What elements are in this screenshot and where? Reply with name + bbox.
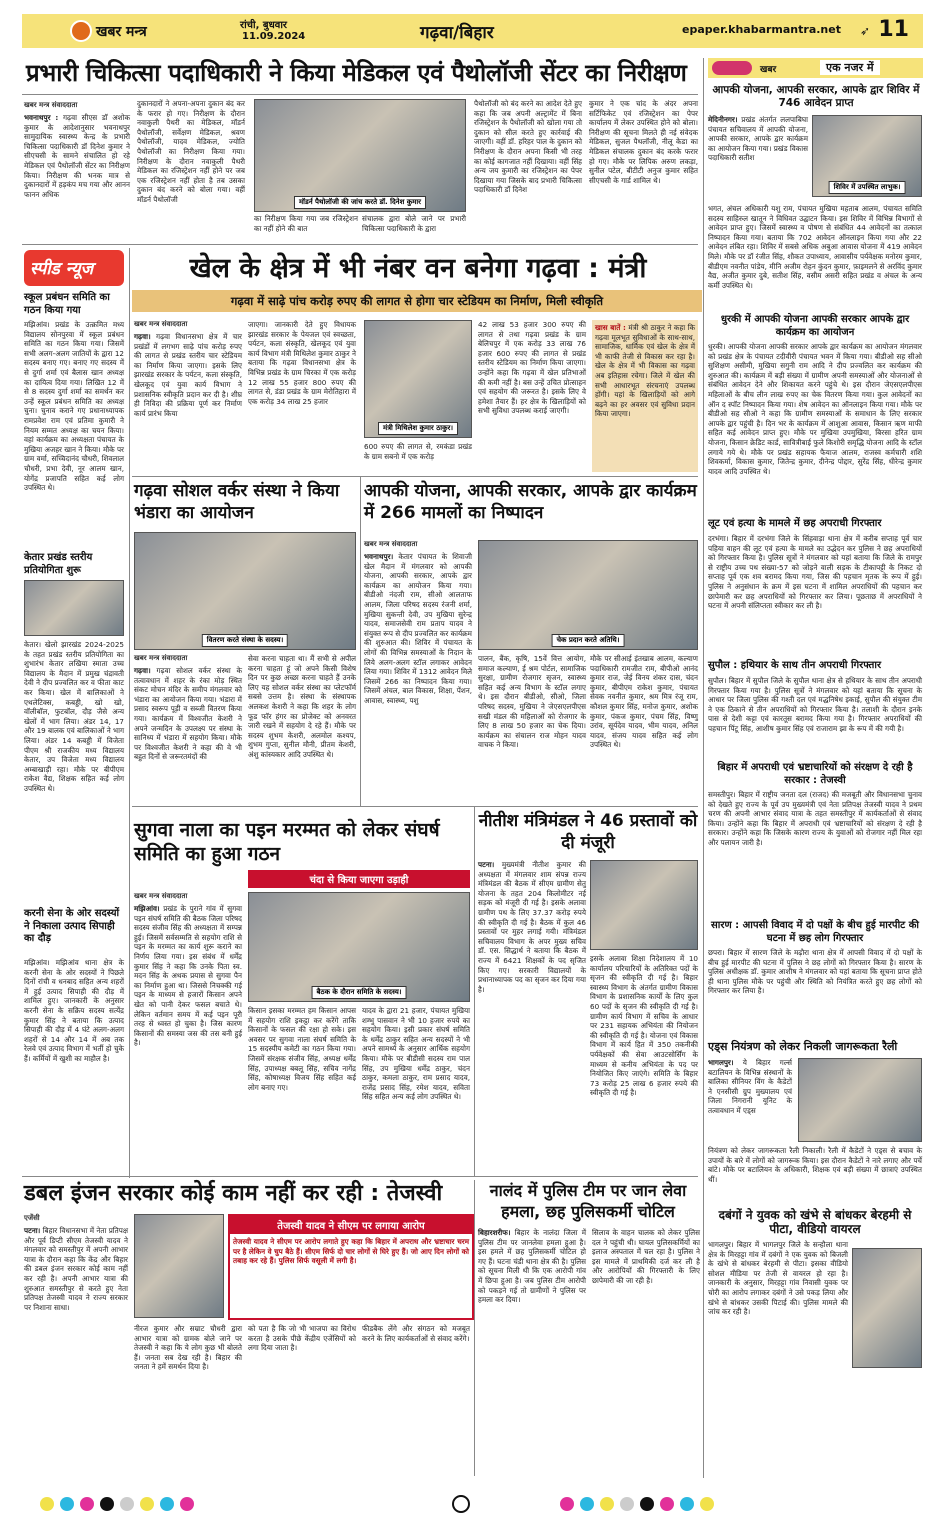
- story2-highlight-label: खास बातें :: [595, 323, 626, 332]
- ek-nazar-text2: भगत, अंचल अधिकारी यशु राम, पंचायत मुखिया महताब आलम, पंचायत समिति सदस्य साहिरुल खातून ने विधिवत उद्घाटन किया। इस शिविर में विभिन्न विभागों से आवेदन प्राप्त हुए। जिसमें स्वास्थ्य व पोषण से संबंधित 44 आवेदनों का तत्काल निष्पादन किया गया। बताया कि 702 आवेदन ऑनलाइन किया गया और 22 आवेदन लंबित रहा। शिविर में सबसे अधिक अबुआ आवास योजना में 419 आवेदन मिले। मौके पर डॉ रंजीत सिंह, शौकत उपाध्याय, आवासीय पर्यवेक्षक मनोरम कुमार, बीडीएम नवनीत पांडेय, मीनि अजीम रोहन कुंदन कुमार, फ़ाइमलने से अरविंद कुमार वैद्य, अजीत कुमार दुबे, सतीश सिंह, वसीम असरी सहित प्रखंड व अंचल के अन्य कर्मी उपस्थित थे।: [708, 204, 922, 290]
- story5-text1: मुख्यमंत्री नीतीश कुमार की अध्यक्षता में मंगलवार शाम संपन्न राज्य मंत्रिमंडल की बैठक में सीएम ग्रामीण सेतु योजना के तहत 204 किलोमीटर नई सड़क को मंजूरी दी गई है। इसके अलावा ग्रामीण पथ के लिए 37.37 करोड़ रुपये की स्वीकृति दी गई है। बैठक में कुल 46 प्रस्तावों पर मुहर लगाई गयी। मंत्रिमंडल सचिवालय विभाग के अपर मुख्य सचिव डॉ. एस. सिद्धार्थ ने बताया कि बैठक में राज्य में 6421 शिक्षकों के पद सृजित किए गए। सरकारी विद्यालयों के प्रधानाध्यापक पद का सृजन कर दिया गया है।: [478, 860, 586, 994]
- story3-byline: खबर मन्त्र संवाददाता: [134, 654, 188, 662]
- ek-nazar-text3: धुरकी। आपकी योजना आपकी सरकार आपके द्वार कार्यक्रम का आयोजन मंगलवार को प्रखंड क्षेत्र के पंचायत टदीवीरी पंचायत भवन में किया गया। बीडीओ सह सीओ सुशिक्षण असीमी, मुखिया सगुनी राम आदि ने दीप प्रज्वलित कर कार्यक्रम की शुरुआत की। कार्यक्रम में बड़ी संख्या में ग्रामीण अपनी समस्याओं और योजनाओं से संबंधित आवेदन देने और शिकायत करने पहुंचे थे। इस दौरान जेएसएलपीएस महिलाओं के बीच लीन लाख रुपए का चेक वितरण किया गया। कुल आवेदनों का ऑन द स्पॉट निष्पादन किया गया। शेष आवेदन का ऑनलाइन किया गया। मौके पर बीडीओ सह सीओ ने कहा कि ग्रामीण समस्याओं के समाधान के लिए सरकार आपके द्वार पहुंची है। दिन भर के कार्यक्रम में आशुआ आवास, किसान ऋण माफी सहित कई आवेदन प्राप्त हुए। मौके पर मुखिया उपमुखिया, बिरसा हरित ग्राम योजना, किसान क्रेडिट कार्ड, सावित्रीबाई फुले किशोरी समृद्धि योजना आदि के स्टॉल लगाये गये थे। मौके पर प्रखंड सहायक फैयाज आलम, राजस्व कर्मचारी शशि शिवकर्मा, विकास कुमार, जितेन्द्र कुमार, दीनेन्द्र पोद्दार, सुरेंद्र सिंह, धीरेन्द्र कुमार यादव आदि उपस्थित थे।: [708, 342, 923, 476]
- page-number: 11: [878, 17, 909, 42]
- story6-photo-caption: बैठक के दौरान समिति के सदस्य।: [312, 986, 407, 999]
- ek-nazar-text5: सुपौल। बिहार में सुपौल जिले के सुपौल थाना क्षेत्र से हथियार के साथ तीन अपराधी गिरफ्तार किया गया है। पुलिस सूत्रों ने मंगलवार को यहां बताया कि सूचना के आधार पर जिला पुलिस की गश्ती दल एवं मद्धनिषेध इकाई, सुपौल की संयुक्त टीम ने एक ठिकाने से तीन अपराधियों को गिरफ्तार किया है। तलाशी के दौरान इनके पास से देशी कट्टा एवं कारतूस बरामद किया गया है। गिरफ्तार अपराधियों की पहचान पिंटू सिंह, आशीष कुमार सिंह एवं राजाराम झा के रूप में की गयी है।: [708, 676, 922, 733]
- story2-col4: 42 लाख 53 हजार 300 रुपए की लागत से तथा गढ़वा प्रखंड के ग्राम बेलिचपुर में एक करोड़ 33 लाख 76 हजार 600 रुपए की लागत से प्रखंड स्तरीय स्टेडियम का निर्माण किया जाएगा। उन्होंने कहा कि गढ़वा में खेल प्रतिभाओं की कमी नहीं है। बस उन्हें उचित प्रोत्साहन एवं सहयोग की जरूरत है। इसके लिए वे हमेशा तैयार हैं। हर क्षेत्र के खिलाड़ियों को सभी सुविधा उपलब्ध कराई जाएगी।: [478, 320, 586, 416]
- story2-photo-caption: मंत्री मिथिलेश कुमार ठाकुर।: [378, 422, 458, 435]
- story1-col3: का निरीक्षण किया गया जब रजिस्ट्रेशन का नहीं होने की बात: [254, 214, 358, 233]
- story2-subhead: गढ़वा में साढ़े पांच करोड़ रुपए की लागत से होगा चार स्टेडियम का निर्माण, मिली स्वीकृति: [230, 294, 604, 308]
- story2-dateline: गढ़वा।: [134, 332, 151, 341]
- ek-nazar-text7: छपरा। बिहार में सारण जिले के मढ़ौरा थाना क्षेत्र में आपसी विवाद में दो पक्षों के बीच हुई मारपीट की घटना में पुलिस ने छह लोगों को गिरफ्तार किया है। सारण के पुलिस अधीक्षक डॉ. कुमार आशीष ने मंगलवार को यहां बताया कि सूचना प्राप्त होते ही थाना पुलिस मौके पर पहुंची और स्थिति को नियंत्रित करते हुए छह लोगों को गिरफ्तार कर लिया है।: [708, 948, 922, 996]
- ek-nazar-headline2: धुरकी में आपकी योजना आपकी सरकार आपके द्वार कार्यक्रम का आयोजन: [720, 314, 910, 338]
- story7-dateline: पटना।: [24, 1226, 41, 1235]
- story5-dateline: पटना।: [478, 860, 495, 869]
- site-url[interactable]: epaper.khabarmantra.net: [682, 23, 841, 36]
- story6-col3: यादव के द्वारा 21 हजार, पंचायत मुखिया शम्भु पासवान ने भी 10 हजार रुपये का सहयोग किया। इसी प्रकार संघर्ष समिति के धर्मेंद्र ठाकुर सहित अन्य सदस्यों ने भी अपने सामर्थ्य के अनुसार आर्थिक सहयोग किया। मौके पर बीडीसी सदस्य राम पाल सिंह, उप मुखिया धर्मेंद्र ठाकुर, चंदन ठाकुर, कमला ठाकुर, राम प्रसाद यादव, राजेंद्र प्रसाद सिंह, रमेश यादव, सविता सिंह सहित अन्य कई लोग उपस्थित थे।: [362, 1006, 470, 1102]
- ek-nazar-headline4: सुपौल : हथियार के साथ तीन अपराधी गिरफ्तार: [708, 660, 882, 671]
- ek-nazar-text9: भागलपुर। बिहार में भागलपुर जिले के सन्हौला थाना क्षेत्र के मिरहट्टा गांव में दबंगों ने एक युवक को बिजली के खंभे से बांधकर बेरहमी से पीटा। इसका वीडियो सोशल मीडिया पर तेजी से वायरल हो रहा है। जानकारी के अनुसार, मिरहट्टा गांव निवासी युवक पर चोरी का आरोप लगाकर दबंगों ने उसे पकड़ लिया और खंभे से बांधकर उसकी पिटाई की। पुलिस मामले की जांच कर रही है।: [708, 1240, 848, 1317]
- story2-col1: [134, 320, 242, 472]
- story2-subhead-band: [132, 290, 702, 312]
- story2-text1: गढ़वा विधानसभा क्षेत्र में चार प्रखंडों में लगभग साढ़े पांच करोड़ रुपए की लागत से प्रखंड स्तरीय चार स्टेडियम का निर्माण किया जाएगा। इसके लिए झारखंड सरकार के पर्यटन, कला संस्कृति, खेलकूद एवं युवा कार्य विभाग ने प्रशासनिक स्वीकृति प्रदान कर दी है। शीघ्र ही निविदा की प्रक्रिया पूर्ण कर निर्माण कार्य प्रारंभ किया: [134, 332, 242, 418]
- brand-logo-icon: [70, 20, 92, 42]
- story1-photo: [254, 99, 466, 212]
- story5-col2: इसके अलावा शिक्षा निदेशालय में 10 कार्यालय परिचारियों के अतिरिक्त पदों के सृजन की स्वीकृति दी गई है। बिहार स्वास्थ्य विभाग के अंतर्गत ग्रामीण विकास विभाग के प्रशासनिक कार्यों के लिए कुल 60 पदों के सृजन की स्वीकृति दी गई है। ग्रामीण कार्य विभाग में सचिव के आधार पर 231 सहायक अभियंता की नियोजन की स्वीकृति दी गई है। योजना एवं विकास विभाग में कार्य हित में 350 तकनीकी पर्यवेक्षकों की सेवा आउटसोर्सिंग के माध्यम से कनीय अभियंता के पद पर नियोजित किए जाएंगे। समिति के बिहार 73 करोड़ 25 लाख 6 हजार रुपये की स्वीकृति दी गई है।: [590, 954, 698, 1098]
- ek-nazar-text8a: [708, 1058, 792, 1144]
- story7-col2: नीरज कुमार और सम्राट चौधरी द्वारा आभार यात्रा को ग्रामक बोले जाने पर तेजस्वी ने कहा कि ये लोग कुछ भी बोलते हैं। जनता सब देख रही है। बिहार की जनता ने हमें समर्थन दिया है।: [134, 1324, 242, 1372]
- story6-photo: [248, 892, 470, 1002]
- story7-box-label: तेजस्वी यादव ने सीएम पर लगाया आरोप: [230, 1216, 472, 1234]
- story1-col5: पैथोलॉजी को बंद करने का आदेश देते हुए कहा कि जब अपनी अल्ट्रामेंट में बिना रजिस्ट्रेशन के पैथोलॉजी को खोला गया तो दुकान को सील करते हुए कार्रवाई की जाएगी। वहीं डॉ. हरिहर पाल के दुकान को निरीक्षण के दौरान अपना किसी भी तरह का कोई कागजात नहीं दिखाया। वहीं सिंह अन्य जय कुमारी का रजिस्ट्रेशन का पेपर दिखाया गया जिसके बाद प्रभारी चिकित्सा पदाधिकारी डॉ दिनेश: [474, 99, 582, 195]
- story2-col2: जाएगा। जानकारी देते हुए विधायक झारखंड सरकार के पेयजल एवं स्वच्छता, पर्यटन, कला संस्कृति, खेलकूद एवं युवा कार्य विभाग मंत्री मिथिलेश कुमार ठाकुर ने बताया कि गढ़वा विधानसभा क्षेत्र के विभिन्न प्रखंड के ग्राम चिरका में एक करोड़ 12 लाख 55 हजार 800 रुपए की लागत से, डंडा प्रखंड के ग्राम मेरोतिहारा में एक करोड़ 34 लाख 25 हजार: [248, 320, 356, 406]
- speed-news-label: स्पीड न्यूज: [30, 259, 94, 279]
- story6-byline: खबर मन्त्र संवाददाता: [134, 892, 188, 900]
- ek-nazar-photo: [812, 115, 922, 197]
- story2-highlight-text: मंत्री श्री ठाकुर ने कहा कि गढ़वा मूलभूत सुविधाओं के साथ-साथ, सामाजिक, धार्मिक एवं खेल के क्षेत्र में भी काफी तेजी से विकास कर रहा है। खेल के क्षेत्र में भी विकास का गढ़वा अब इतिहास रचेगा। जिले में खेल की सभी आधारभूत संरचनाएं उपलब्ध होंगी। यहां के खिलाड़ियों को आगे बढ़ने का हर अवसर एवं सुविधा प्रदान किया जाएगा।: [595, 323, 695, 419]
- ek-nazar-text6: समस्तीपुर। बिहार में राष्ट्रीय जनता दल (राजद) की मजबूती और विधानसभा चुनाव को देखते हुए राज्य के पूर्व उप मुख्यमंत्री एवं नेता प्रतिपक्ष तेजस्वी यादव ने प्रथम चरण की अपनी आभार संवाद यात्रा के तहत समस्तीपुर में कार्यकर्ताओं से संवाद किया। उन्होंने कहा कि बिहार में अपराधी एवं भ्रष्टाचारियों को संरक्षण दे रही है सरकार। उन्होंने कहा कि जिसके कारण राज्य के युवाओं को रोजगार नहीं मिल रहा और पलायन जारी है।: [708, 790, 922, 847]
- ek-nazar-tag-right: एक नजर में: [820, 60, 880, 75]
- ek-nazar-headline6: सारण : आपसी विवाद में दो पक्षों के बीच हुई मारपीट की घटना में छह लोग गिरफ्तार: [711, 920, 919, 944]
- story1-col1: [24, 101, 130, 221]
- ek-nazar-text1-body: प्रखंड अंतर्गत ललपाबिघा पंचायत सचिवालय में आपकी योजना, आपकी सरकार, आपके द्वार कार्यक्रम का आयोजन किया गया। प्रखंड विकास पदाधिकारी सतीश: [708, 115, 808, 163]
- ek-nazar-headline8: दबंगों ने युवक को खंभे से बांधकर बेरहमी से पीटा, वीडियो वायरल: [718, 1208, 912, 1236]
- speed-news-h3: करनी सेना के ओर सदस्यों ने निकाला उत्पाद सिपाही का दौड़: [24, 908, 120, 944]
- speed-news-photo: [24, 580, 124, 636]
- story4-col1: [364, 540, 472, 780]
- story5-photo: [590, 860, 698, 950]
- story3-text1: गढ़वा सोशल वर्कर संस्था के तत्वावधान में शहर के रंका मोड़ स्थित संकट मोचन मंदिर के समीप मंगलवार को भंडारा का आयोजन किया गया। भंडारा में प्रसाद स्वरूप पूड़ी व सब्जी वितरण किया गया। कार्यक्रम में विश्वजीत केशरी ने अपने जन्मदिन के उपलक्ष्य पर संस्था के सानिध्य में भंडारा में सहयोग किया। मौके पर विश्वजीत केशरी ने कहा की वे भी बहुत दिनों से जरूरतमंदों की: [134, 666, 242, 762]
- story6-headline: सुगवा नाला का पइन मरम्मत को लेकर संघर्ष समिति का हुआ गठन: [134, 819, 440, 865]
- story5-col1: [478, 860, 586, 992]
- story4-col3: मौके पर सीआई इंतखाब आलम, कल्याण पदाधिकारी रामजीत राम, बीपीओ आनंद कुमार राज, जेई विनय शंकर दास, चंदन कुमार, बीपीएम राकेश कुमार, पंचायत सेवक नवनीत कुमार, श्रम मित्र रंजू राम, कौशल कुमार सिंह, मनोज कुमार, अशोक कुमार, पंकज कुमार, पंचम सिंह, विष्णु उरांव, सूर्यदेव यादव, भीम यादव, अनिल यादव, संजय यादव सहित कई लोग उपस्थित थे।: [590, 654, 698, 750]
- story8-col2: सिलाव के वाहन चालक को लेकर पुलिस दल ने पहुंची थी। घायल पुलिसकर्मियों का इलाज अस्पताल में चल रहा है। पुलिस ने इस मामले में प्राथमिकी दर्ज कर ली है और आरोपियों की गिरफ्तारी के लिए छापेमारी की जा रही है।: [592, 1228, 700, 1285]
- section-title: गढ़वा/बिहार: [420, 23, 494, 43]
- story8-dateline: बिहारशरीफ।: [478, 1228, 511, 1237]
- story6-col1: [134, 892, 242, 1082]
- story3-dateline: गढ़वा।: [134, 666, 151, 675]
- ek-nazar-headline5: बिहार में अपराधी एवं भ्रष्टाचारियों को संरक्षण दे रही है सरकार : तेजस्वी: [717, 762, 913, 786]
- ek-nazar-photo2: [798, 1058, 922, 1142]
- speed-news-h2: केतार प्रखंड स्तरीय प्रतियोगिता शुरू: [24, 552, 93, 576]
- ek-nazar-text4: दरभंगा। बिहार में दरभंगा जिले के सिंहवाड़ा थाना क्षेत्र में करीब सप्ताह पूर्व चार पहिया वाहन की लूट एवं हत्या के मामले का उद्भेदन कर पुलिस ने छह अपराधियों को गिरफ्तार किया है। पुलिस सूत्रों ने मंगलवार को यहां बताया कि जिले के रामपुर से राष्ट्रीय उच्च पथ संख्या-57 को जोड़ने वाली सड़क के टीकापट्टी के निकट दो सप्ताह पूर्व एक शव बरामद किया गया, जिस की पहचान मृतक के रूप में हुई। पुलिस ने अनुसंधान के क्रम में इस घटना में शामिल अपराधियों की पहचान कर छापेमारी कर छह अपराधियों को गिरफ्तार कर लिया। पूछताछ में अपराधियों ने घटना में अपनी संलिप्तता स्वीकार कर ली है।: [708, 534, 922, 611]
- story7-text1: बिहार विधानसभा में नेता प्रतिपक्ष और पूर्व डिप्टी सीएम तेजस्वी यादव ने मंगलवार को समस्तीपुर में अपनी आभार यात्रा के दौरान कहा कि केंद्र और बिहार की डबल इंजन सरकार कोई काम नहीं कर रही है। अपनी आभार यात्रा की शुरुआत समस्तीपुर से करते हुए नेता प्रतिपक्ष तेजस्वी यादव ने राज्य सरकार पर निशाना साधा।: [24, 1226, 128, 1312]
- story7-byline: एजेंसी: [24, 1214, 40, 1222]
- ek-nazar-logo-icon: [712, 61, 752, 75]
- story7-col1: [24, 1214, 128, 1474]
- ek-nazar-header: [708, 58, 923, 78]
- story1-col4: संचालक द्वारा बोले जाने पर प्रभारी चिकित्सा पदाधिकारी के द्वारा: [362, 214, 466, 233]
- story7-col3: को पता है कि जो भी भाजपा का विरोध करता है उसके पीछे केंद्रीय एजेंसियों को लगा दिया जाता है।: [248, 1324, 356, 1353]
- dateline: भवनाथपुर :: [24, 113, 59, 122]
- story6-text1: प्रखंड के पुराने गांव में सुगवा पइन संघर्ष समिति की बैठक जिला परिषद सदस्य संजीव सिंह की अध्यक्षता में सम्पन्न हुई। जिसमें सर्वसम्मति से सहयोग राशि से पइन के मरम्मत का कार्य शुरू कराने का निर्णय लिया गया। इस संबंध में धर्मेंद्र कुमार सिंह ने कहा कि उनके पिता स्व. मदन सिंह के अथक प्रयास से सुगवा पैन का निर्माण हुआ था। जिससे निचक्की गई पइन के माध्यम से हजारों किसान अपने खेत को पानी देकर फसल बचाते थे। लेकिन वर्तमान समय में कई पइन पूरी तरह से ध्वस्त हो चुका है। जिस कारण किसानों की समस्या जस की तस बनी हुई है।: [134, 904, 242, 1048]
- speed-news-t2: केतार। खेलो झारखंड 2024-2025 के तहत प्रखंड स्तरीय प्रतियोगिता का शुभारंभ केतार लखिया स्माता उच्च विद्यालय के मैदान में प्रमुख चंद्रावती देवी ने दीप प्रज्वलित कर व फीता काट कर किया। खेल में बालिकाओं ने एथलेटिक्स, कबड्डी, खो खो, वॉलीबॉल, फुटबॉल, दौड़ जैसे अन्य खेलों में भाग लिया। अंडर 14, 17 और 19 बालक एवं बालिकाओं ने भाग लिया। अंडर 14 कबड्डी में विजेता पीएम श्री राजकीय मध्य विद्यालय केतार, उप विजेता मध्य विद्यालय अम्बाखाड़ी रहा। मौके पर बीपीएम राकेश वैद्य, शिक्षक सहित कई लोग उपस्थित थे।: [24, 640, 124, 793]
- masthead-city-day: रांची, बुधवार: [240, 20, 288, 31]
- ek-nazar-lead8: भागलपुर।: [708, 1058, 734, 1067]
- story2-byline: खबर मन्त्र संवाददाता: [134, 320, 188, 328]
- ek-nazar-headline: आपकी योजना, आपकी सरकार, आपके द्वार शिविर में 746 आवेदन प्राप्त: [712, 84, 920, 109]
- story4-photo-caption: चेक प्रदान करते अतिथि।: [552, 634, 625, 647]
- story3-col2: सेवा करना चाहता था। मैं सभी से अपील करना चाहता हूं जो अपने किसी विशेष दिन पर कुछ अच्छा करना चाहते हैं उनके लिए यह सोशल वर्कर संस्था का प्लेटफॉर्म सबसे उत्तम है। संस्था के संस्थापक अलकश केशरी ने कहा कि शहर के लोग फूड फॉर हंगर का प्रोजेक्ट को अनवरत जारी रखने में सहयोग दे रहे हैं। मौके पर सदस्य शुभम केशरी, अलमोल कश्यप, शुभम गुप्ता, सुनील मौनी, प्रीतम केशरी, अंशु कांस्यकार आदि उपस्थित थे।: [248, 654, 356, 759]
- story4-byline: खबर मन्त्र संवाददाता: [364, 540, 418, 548]
- byline: खबर मन्त्र संवाददाता: [24, 101, 78, 109]
- story6-col2: किसान इसका मरम्मत हम किसान आपस में सहयोग राशि इकट्ठा कर करेंगे ताकि किसानों के फसल की रक्षा हो सके। इस अवसर पर सुगवा नाला संघर्ष समिति के 15 सदस्यीय कमेटी का गठन किया गया। जिसमें संरक्षक संजीव सिंह, अध्यक्ष धर्मेंद्र सिंह, उपाध्यक्ष बबलू सिंह, सचिव नागेंद्र सिंह, कोषाध्यक्ष विजय सिंह सहित कई लोग बनाए गए।: [248, 1006, 356, 1092]
- brand-name: खबर मन्त्र: [96, 24, 147, 40]
- story5-headline: नीतीश मंत्रिमंडल ने 46 प्रस्तावों को दी मंजूरी: [478, 811, 698, 853]
- story1-col2: दुकानदारों ने अपना-अपना दुकान बंद कर के फरार हो गए। निरीक्षण के दौरान नवाकुली पैथरी का मेडिकल, मॉडर्न पैथोलॉजी, सर्वेक्षण मेडिकल, श्रवण पैथोलॉजी, यादव मेडिकल, ज्योति पैथोलॉजी का निरीक्षण किया गया। निरीक्षण के दौरान नवाकुली पैथरी मेडिकल का रजिस्ट्रेशन नहीं होने पर जब एक रजिस्ट्रेशन नहीं होता है तब उसका दुकान बंद करने को बोला गया। वहीं मॉडर्न पैथोलॉजी: [137, 99, 245, 204]
- cursor-icon: ➶: [860, 24, 871, 38]
- speed-news-logo: [24, 250, 124, 286]
- ek-nazar-text8b: नियंत्रण को लेकर जागरूकता रैली निकाली। रैली में कैडेटों ने एड्स से बचाव के उपायों के बारे में लोगों को जागरूक किया। इस दौरान कैडेटों ने नारे लगाए और पर्चे बांटे। मौके पर बटालियन के अधिकारी, शिक्षक एवं बड़ी संख्या में छात्राएं उपस्थित थीं।: [708, 1146, 922, 1184]
- masthead: [22, 14, 923, 48]
- story7-box-text: तेजस्वी यादव ने सीएम पर आरोप लगाते हुए कहा कि बिहार में अपराध और भ्रष्टाचार चरम पर है लेकिन वे चुप बैठे हैं। सीएम सिर्फ दो चार लोगों से घिरे हुए हैं। जो आए दिन लोगों को तबाह कर रहे हैं। पुलिस सिर्फ वसूली में लगी है।: [233, 1237, 469, 1266]
- story2-col3: 600 रुपए की लागत से, रमकंडा प्रखंड के ग्राम सबनो में एक करोड़: [364, 442, 472, 461]
- story3-col1: [134, 654, 242, 810]
- story6-box-label: [248, 870, 470, 888]
- ek-nazar-text1: [708, 115, 808, 203]
- speed-news-t1: मझिआंव। प्रखंड के उत्क्रमित मध्य विद्यालय सोनपुरवा में स्कूल प्रबंधन समिति का गठन किया गया। जिसमें सभी अलग-अलग जातियों के द्वारा 12 सदस्य बनाए गए। बनाए गए सदस्य में से दुर्गा शर्मा एवं बैलास खान अध्यक्ष का दायित्व दिया गया। लिखित 12 में से 8 सदस्य दुर्गा शर्मा का समर्थन कर उन्हें स्कूल प्रबंधन समिति का अध्यक्ष चुना। चुनाव कराने गए प्रधानाध्यापक रामप्रवेश राम एवं प्रतिमा कुमारी ने नियम सम्मत अध्यक्ष का चयन किया। वहां कार्यक्रम का अध्यक्षता पंचायत के मुखिया अजहर खान ने किया। मौके पर ग्राम वर्मा, सच्चिदानंद चौधरी, शिवलाल चौधरी, प्रभा देवी, नूर आलम खान, योगेंद्र प्रजापति सहित कई लोग उपस्थित थे।: [24, 320, 124, 493]
- story7-headline: डबल इंजन सरकार कोई काम नहीं कर रही : तेजस्वी: [24, 1181, 443, 1206]
- story8-headline: नालंद में पुलिस टीम पर जान लेवा हमला, छह पुलिसकर्मी चोटिल: [489, 1181, 687, 1221]
- story2-headline: खेल के क्षेत्र में भी नंबर वन बनेगा गढ़वा : मंत्री: [189, 253, 647, 284]
- story3-photo: [134, 532, 356, 650]
- ek-nazar-tag-left: खबर: [760, 65, 777, 75]
- story8-text1: बिहार के नालंदा जिला में पुलिस टीम पर जानलेवा हमला हुआ है। इस हमले में छह पुलिसकर्मी चोटिल हो गए हैं। घटना चंडी थाना क्षेत्र की है। पुलिस को सूचना मिली थी कि एक आरोपी गांव में छिपा हुआ है। जब पुलिस टीम आरोपी को पकड़ने गई तो ग्रामीणों ने पुलिस पर हमला कर दिया।: [478, 1228, 587, 1305]
- story6-dateline: मझिआंव।: [134, 904, 160, 913]
- story1-text1: गढ़वा सीएस डॉ अशोक कुमार के आदेशानुसार भवनाथपुर सामुदायिक स्वास्थ्य केन्द्र के प्रभारी चिकित्सा पदाधिकारी डॉ दिनेश कुमार ने सीएचसी के सामने संचालित हो रहे मेडिकल एवं पैथोलॉजी सेंटर का निरीक्षण किया। निरीक्षण की भनक मात्र से दुकानदारों में हड़कंप मच गया और आनन फानन अधिक: [24, 113, 130, 199]
- story3-headline: गढ़वा सोशल वर्कर संस्था ने किया भंडारा का आयोजन: [134, 481, 340, 523]
- crosshair-icon: [452, 1495, 470, 1513]
- ek-nazar-photo-caption: शिविर में उपस्थित लाभुक।: [829, 181, 906, 194]
- masthead-date: 11.09.2024: [242, 31, 306, 42]
- ek-nazar-photo3: [852, 1248, 922, 1368]
- story2-highlight-box: [592, 320, 698, 472]
- story4-dateline: भवनाथपुर।: [364, 552, 394, 561]
- story7-col4: फीडबैक लेंगे और संगठन को मजबूत करने के लिए कार्यकर्ताओं से संवाद करेंगे।: [362, 1324, 470, 1343]
- story7-box: [228, 1214, 474, 1320]
- story4-headline: आपकी योजना, आपकी सरकार, आपके द्वार कार्यक्रम में 266 मामलों का निष्पादन: [364, 481, 697, 523]
- story7-photo: [134, 1214, 224, 1318]
- speed-news-t3: मझिआंव। मझिआंव थाना क्षेत्र के करनी सेना के ओर सदस्यों ने पिछले दिनों रांची व धनबाद सहित अन्य शहरों में हुई उत्पाद सिपाही की दौड़ में शामिल हुए। जानकारी के अनुसार करनी सेना के सक्रिय सदस्य सत्येंद्र कुमार सिंह ने बताया कि उत्पाद सिपाही की दौड़ में 4 घंटे अलग-अलग शहरों से 14 और 14 में अब तक रेलवे एवं उत्पाद विभाग में भर्ती हो चुके हैं। कर्मियों में खुशी का माहौल है।: [24, 958, 124, 1063]
- story1-col6: कुमार ने एक चांद के अंदर अपना सर्टिफिकेट एवं रजिस्ट्रेशन का पेपर कार्यालय में लेकर उपस्थित होने को बोला। निरीक्षण की सूचना मिलते ही नई संवेदक मेडिकल, सुजल पैथलॉजी, नीलू केडा का मेडिकल संचालक दुकान बंद करके फरार हो गए। मौके पर लिपिक अरुण लकड़ा, सुनील पटेल, बीटीटी अनुज कुमार सहित सीएचसी के गार्ड शामिल थे।: [589, 99, 698, 185]
- ek-nazar-headline7: एड्स नियंत्रण को लेकर निकली जागरूकता रैली: [708, 1040, 898, 1053]
- speed-news-h1: स्कूल प्रबंधन समिति का गठन किया गया: [24, 292, 110, 316]
- story8-col1: [478, 1228, 586, 1474]
- color-registration-right: [560, 1497, 714, 1511]
- ek-nazar-headline3: लूट एवं हत्या के मामले में छह अपराधी गिरफ्तार: [708, 518, 882, 529]
- story4-text1: केतार पंचायत के शिवाजी खेल मैदान में मंगलवार को आपकी योजना, आपकी सरकार, आपके द्वार कार्यक्रम का आयोजन किया गया। बीडीओ नंदजी राम, सीओ आलताफ आलम, जिला परिषद सदस्य रंजनी शर्मा, मुखिया सुकन्ती देवी, उप मुखिया सुरेन्द्र यादव, समाजसेवी राम प्रताप यादव ने संयुक्त रूप से दीप प्रज्वलित कर कार्यक्रम की शुरुआत की। शिविर में पंचायत के लोगों की विभिन्न समस्याओं के निदान के लिये अलग-अलग स्टॉल लगाकर आवेदन लिया गया। शिविर में 1312 आवेदन मिले जिसमें 266 का निष्पादन किया गया। जिसमें अंचल, बाल विकास, शिक्षा, पेंशन, आवास, स्वास्थ्य, पशु: [364, 552, 472, 705]
- story2-photo: [364, 320, 472, 438]
- story4-col2: पालन, बैंक, कृषि, 15वें वित्त आयोग, समाज कल्याण, ई श्रम पोर्टल, सामाजिक सुरक्षा, ग्रामीण रोजगार सृजन, स्वास्थ्य सहित कई अन्य विभाग के स्टॉल लगाए थे। इस दौरान बीडीओ, सीओ, जिला परिषद सदस्य, मुखिया ने जेएसएलपीएस सखी मंडल की महिलाओं को रोजगार के लिए 8 लाख 50 हजार का चेक दिया। कार्यक्रम का संचालन राज मोहन यादव वाचक ने किया।: [478, 654, 586, 750]
- ek-nazar-lead: मेदिनीनगर।: [708, 115, 738, 124]
- story1-headline: प्रभारी चिकित्सा पदाधिकारी ने किया मेडिकल एवं पैथोलॉजी सेंटर का निरीक्षण: [26, 59, 687, 87]
- ek-nazar-text8a-body: ये बिहार गर्ल्स बटालियन के विभिन्न संस्थानों के बालिका सीनियर विंग के कैडेटों ने एनसीसी ग्रुप मुख्यालय एवं जिला निगरानी यूनिट के तत्वावधान में एड्स: [708, 1058, 792, 1115]
- story6-box-label-text: चंदा से किया जाएगा उड़ाही: [309, 875, 409, 886]
- color-registration-left: [40, 1497, 194, 1511]
- story4-photo: [478, 540, 698, 650]
- story1-photo-caption: मॉडर्न पैथोलॉजी की जांच करते डॉ. दिनेश कुमार: [294, 196, 426, 209]
- story3-photo-caption: वितरण करते संस्था के सदस्य।: [202, 634, 288, 647]
